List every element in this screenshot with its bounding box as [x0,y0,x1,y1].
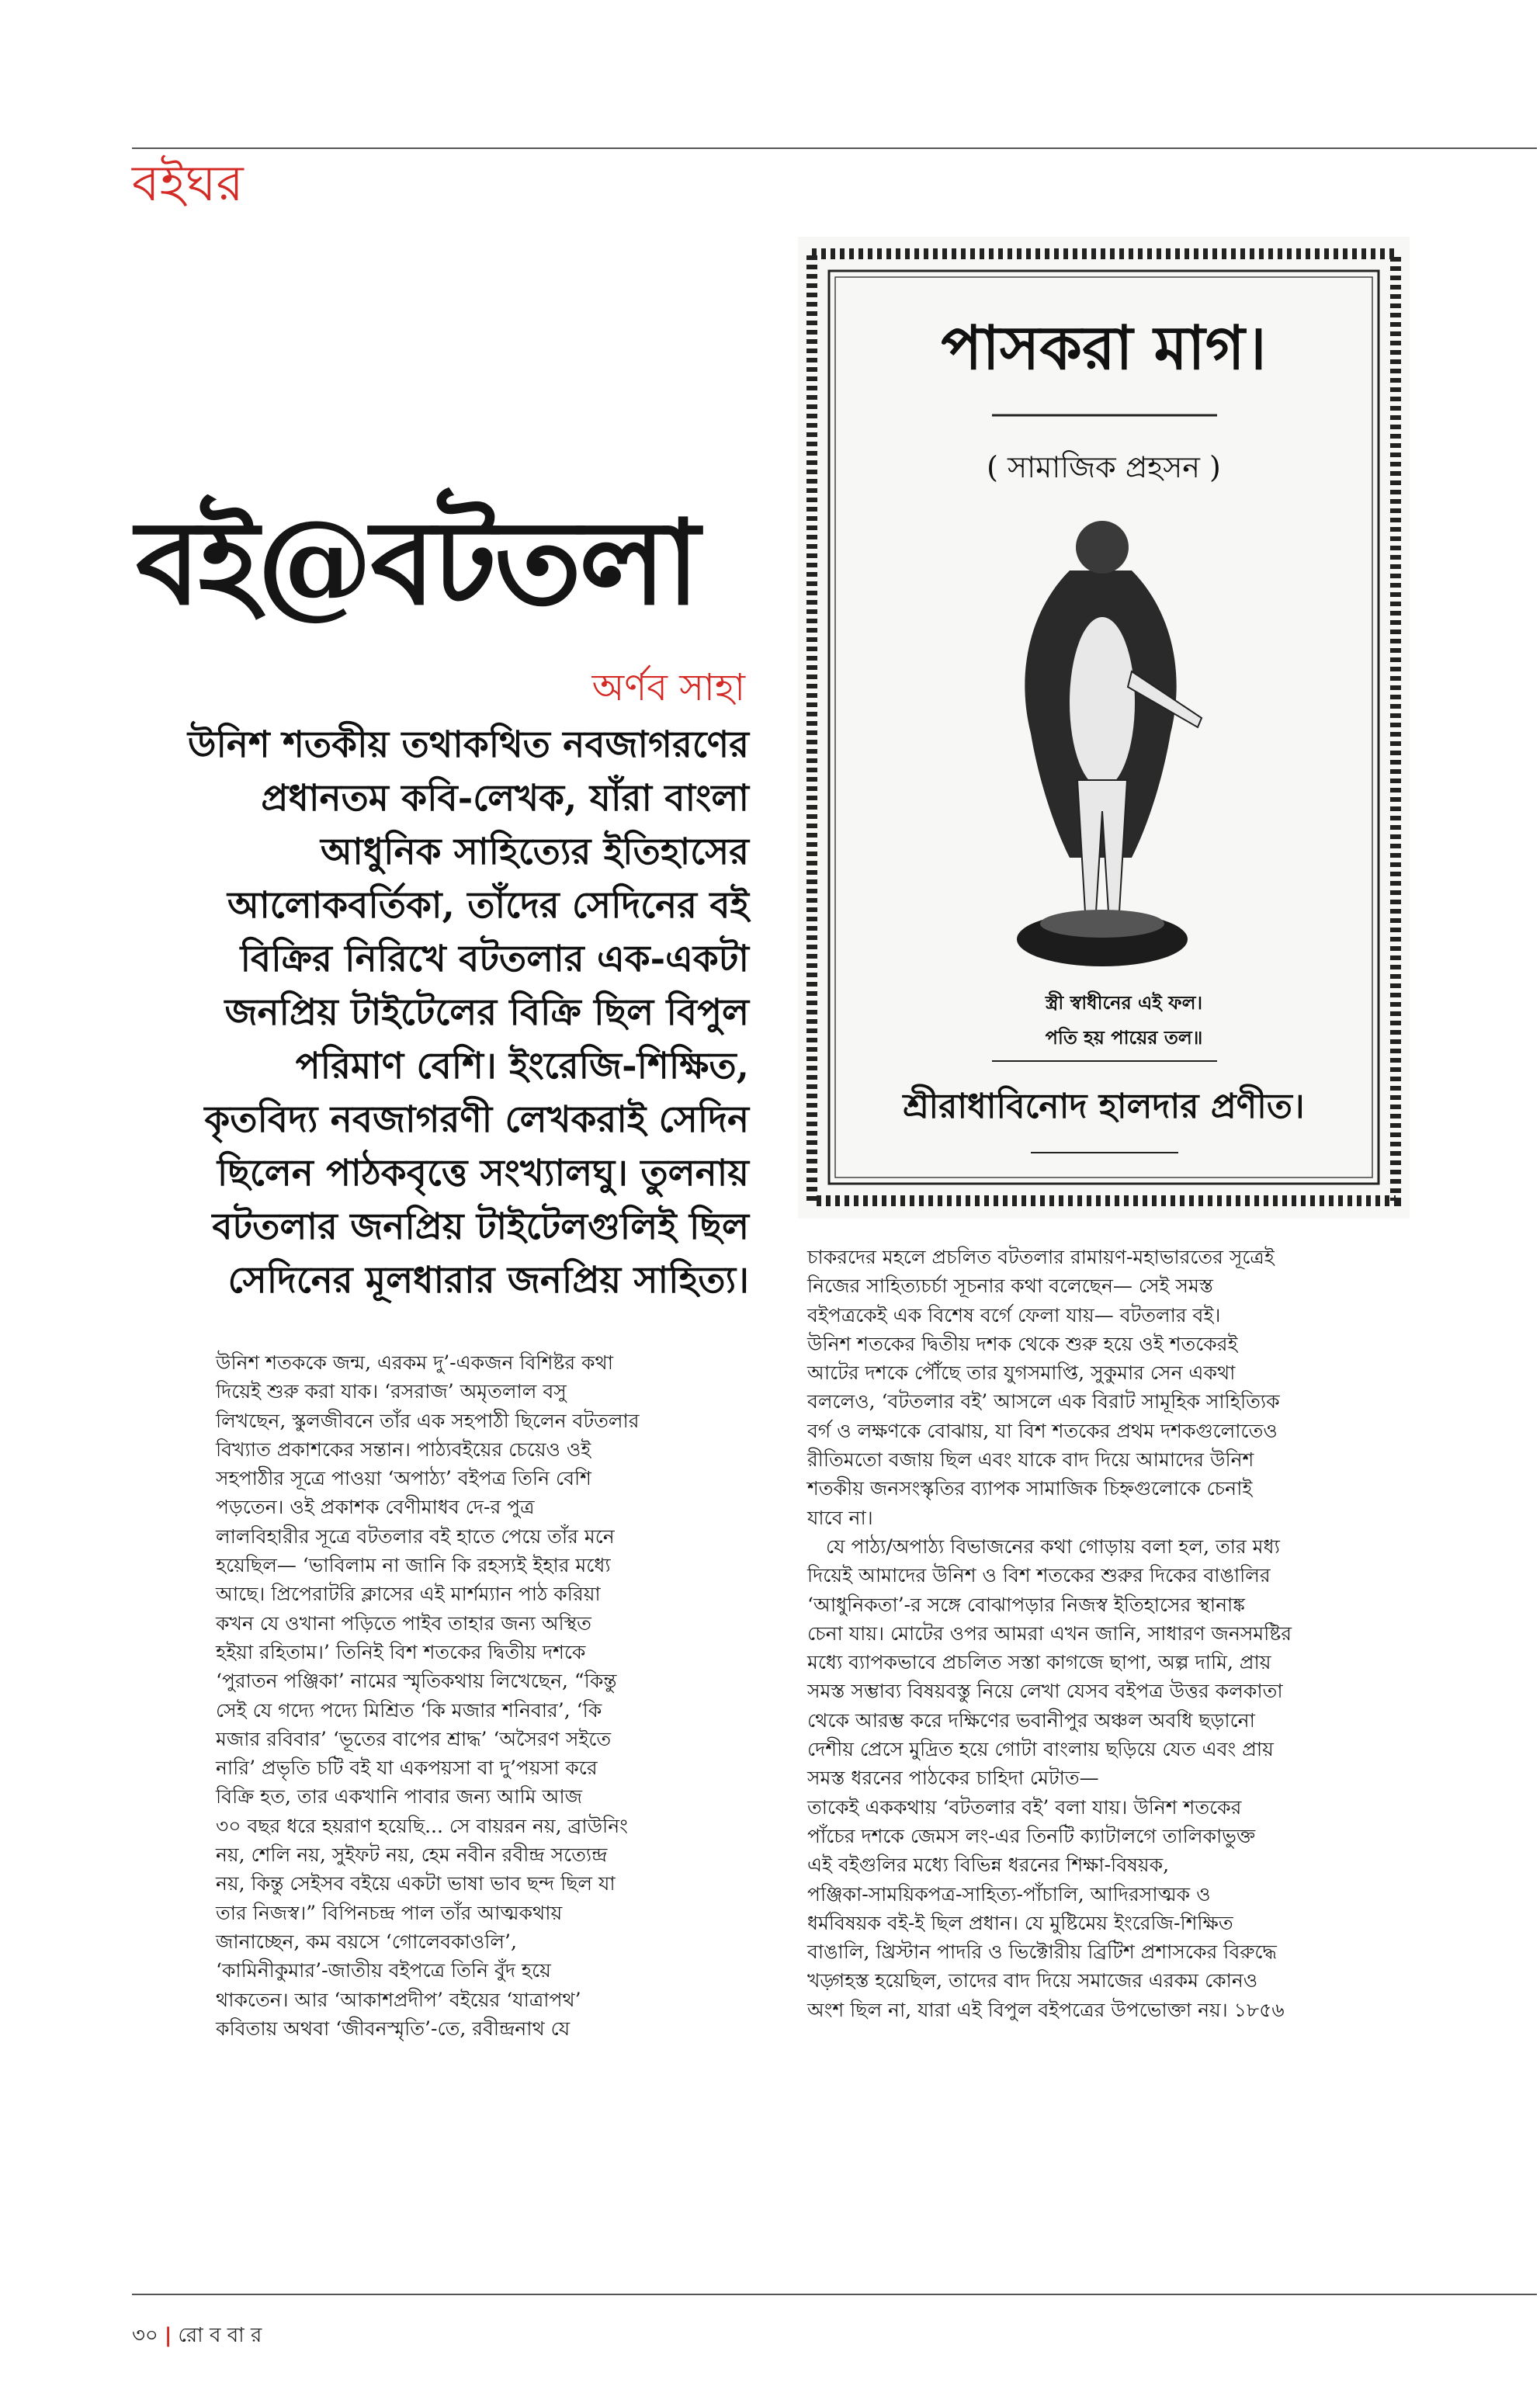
body-line: ‘আধুনিকতা’-র সঙ্গে বোঝাপড়ার নিজস্ব ইতিহাসের স্থানাঙ্ক [807,1593,1245,1616]
body-line: জানাচ্ছেন, কম বয়সে ‘গোলেবকাওলি’, [216,1930,517,1953]
body-line: লালবিহারীর সূত্রে বটতলার বই হাতে পেয়ে তাঁর মনে [216,1524,615,1548]
body-line: নয়, কিন্তু সেইসব বইয়ে একটা ভাষা ভাব ছন্দ ছিল যা [216,1872,616,1895]
top-rule [132,147,1537,149]
article-headline: বই@বটতলা [136,494,698,631]
body-line: যে পাঠ্য/অপাঠ্য বিভাজনের কথা গোড়ায় বলা হল, তার মধ্য [826,1535,1280,1558]
body-line: পাঁচের দশকে জেমস লং-এর তিনটি ক্যাটালগে তালিকাভুক্ত [807,1824,1256,1847]
body-line: ‘কামিনীকুমার’-জাতীয় বইপত্রে তিনি বুঁদ হয়ে [216,1959,551,1982]
body-line: বিক্রি হত, তার একখানি পাবার জন্য আমি আজ [216,1785,582,1809]
body-line: নারি’ প্রভৃতি চটি বই যা একপয়সা বা দু’পয়সা করে [216,1757,598,1780]
body-line: দিয়েই শুরু করা যাক। ‘রসরাজ’ অমৃতলাল বসু [216,1380,567,1403]
intro-line: আধুনিক সাহিত্যের ইতিহাসের [321,831,749,873]
body-line: সমস্ত সম্ভাব্য বিষয়বস্তু নিয়ে লেখা যেসব বইপত্র উত্তর কলকাতা [807,1680,1283,1703]
body-line: ‘পুরাতন পঞ্জিকা’ নামের স্মৃতিকথায় লিখেছেন, “কিন্তু [216,1670,617,1693]
intro-line: বটতলার জনপ্রিয় টাইটেলগুলিই ছিল [212,1205,749,1248]
body-line: শতকীয় জনসংস্কৃতির ব্যাপক সামাজিক চিহ্নগুলোকে চেনাই [807,1477,1253,1500]
book-cover-image [798,237,1410,1219]
body-line: বিখ্যাত প্রকাশকের সন্তান। পাঠ্যবইয়ের চেয়েও ওই [216,1438,591,1461]
intro-line: কৃতবিদ্য নবজাগরণী লেখকরাই সেদিন [204,1098,749,1141]
body-line: খড়্গহস্ত হয়েছিল, তাদের বাদ দিয়ে সমাজের এরকম কোনও [807,1969,1258,1992]
body-line: রীতিমতো বজায় ছিল এবং যাকে বাদ দিয়ে আমাদের উনিশ [807,1448,1254,1472]
body-line: চাকরদের মহলে প্রচলিত বটতলার রামায়ণ-মহাভারতের সূত্রেই [807,1246,1275,1268]
cover-caption-line1: স্ত্রী স্বাধীনের এই ফল। [1045,991,1203,1014]
body-line: মধ্যে ব্যাপকভাবে প্রচলিত সস্তা কাগজে ছাপা, অল্প দামি, প্রায় [807,1651,1271,1674]
body-line: আটের দশকে পৌঁছে তার যুগসমাপ্তি, সুকুমার সেন একথা [807,1361,1236,1385]
bottom-rule [132,2294,1537,2295]
body-line: উনিশ শতকের দ্বিতীয় দশক থেকে শুরু হয়ে ওই শতকেরই [807,1332,1238,1355]
body-line: উনিশ শতককে জন্ম, এরকম দু’-একজন বিশিষ্টর কথা [216,1351,613,1374]
intro-line: ছিলেন পাঠকবৃত্তে সংখ্যালঘু। তুলনায় [217,1152,749,1195]
body-line: তার নিজস্ব।” বিপিনচন্দ্র পাল তাঁর আত্মকথায় [216,1901,563,1924]
body-line: পঞ্জিকা-সাময়িকপত্র-সাহিত্য-পাঁচালি, আদিরসাত্মক ও [807,1882,1211,1906]
body-line: তাকেই এককথায় ‘বটতলার বই’ বলা যায়। উনিশ শতকের [807,1795,1242,1819]
body-line: ৩০ বছর ধরে হয়রাণ হয়েছি... সে বায়রন নয়, ব্রাউনিং [216,1814,628,1837]
article-column-left [216,1348,732,2043]
body-line: বর্গ ও লক্ষণকে বোঝায়, যা বিশ শতকের প্রথম দশকগুলোতেও [807,1419,1278,1442]
intro-line: বিক্রির নিরিখে বটতলার এক-একটা [240,938,749,980]
cover-caption-line2: পতি হয় পায়ের তল॥ [1045,1026,1203,1049]
body-line: সমস্ত ধরনের পাঠকের চাহিদা মেটাত— [807,1767,1099,1790]
section-label: বইঘর [132,155,244,213]
body-line: সহপাঠীর সূত্রে পাওয়া ‘অপাঠ্য’ বইপত্র তিনি বেশি [216,1467,591,1490]
body-line: এই বইগুলির মধ্যে বিভিন্ন ধরনের শিক্ষা-বিষয়ক, [807,1854,1170,1877]
body-line: নিজের সাহিত্যচর্চা সূচনার কথা বলেছেন— সেই সমস্ত [807,1275,1213,1298]
body-line: হয়েছিল— ‘ভাবিলাম না জানি কি রহস্যই ইহার মধ্যে [216,1554,611,1577]
body-line: দিয়েই আমাদের উনিশ ও বিশ শতকের শুরুর দিকের বাঙালির [807,1564,1271,1587]
body-line: মজার রবিবার’ ‘ভূতের বাপের শ্রাদ্ধ’ ‘অসৈরণ সইতে [216,1727,612,1750]
article-author: অর্ণব সাহা [591,666,745,709]
body-line: কবিতায় অথবা ‘জীবনস্মৃতি’-তে, রবীন্দ্রনাথ যে [216,2017,571,2040]
intro-line: আলোকবর্তিকা, তাঁদের সেদিনের বই [227,884,749,927]
body-line: হইয়া রহিতাম।’ তিনিই বিশ শতকের দ্বিতীয় দশকে [216,1640,586,1663]
body-line: চেনা যায়। মোটের ওপর আমরা এখন জানি, সাধারণ জনসমষ্টির [807,1621,1292,1645]
intro-line: প্রধানতম কবি-লেখক, যাঁরা বাংলা [261,777,749,820]
body-line: বললেও, ‘বটতলার বই’ আসলে এক বিরাট সামূহিক সাহিত্যিক [807,1390,1280,1413]
cover-author-line: শ্রীরাধাবিনোদ হালদার প্রণীত। [903,1087,1305,1126]
page-number: ৩০ [132,2324,158,2347]
magazine-name: রো ব বা র [178,2324,262,2347]
body-line: ধর্মবিষয়ক বই-ই ছিল প্রধান। যে মুষ্টিমেয় ইংরেজি-শিক্ষিত [807,1911,1233,1934]
intro-line: সেদিনের মূলধারার জনপ্রিয় সাহিত্য। [227,1259,749,1302]
intro-line: পরিমাণ বেশি। ইংরেজি-শিক্ষিত, [295,1045,749,1087]
body-line: যাবে না। [807,1506,873,1529]
cover-subtitle: ( সামাজিক প্রহসন ) [987,450,1221,484]
body-line: আছে। প্রিপেরাটরি ক্লাসের এই মার্শম্যান পাঠ করিয়া [216,1583,601,1606]
body-line: নয়, শেলি নয়, সুইফট নয়, হেম নবীন রবীন্দ্র সত্যেন্দ্র [216,1843,608,1867]
body-line: অংশ ছিল না, যারা এই বিপুল বইপত্রের উপভোক্তা নয়। ১৮৫৬ [807,1998,1285,2021]
article-intro [159,718,749,1307]
intro-line: উনিশ শতকীয় তথাকথিত নবজাগরণের [187,723,749,766]
page-footer [132,2319,262,2353]
body-line: বাঙালি, খ্রিস্টান পাদরি ও ভিক্টোরীয় ব্রিটিশ প্রশাসকের বিরুদ্ধে [807,1940,1277,1964]
cover-title: পাসকরা মাগ। [941,313,1267,383]
body-line: দেশীয় প্রেসে মুদ্রিত হয়ে গোটা বাংলায় ছড়িয়ে যেত এবং প্রায় [807,1738,1274,1761]
article-column-right [807,1243,1397,2024]
body-line: থেকে আরম্ভ করে দক্ষিণের ভবানীপুর অঞ্চল অবধি ছড়ানো [807,1708,1255,1732]
body-line: লিখছেন, স্কুলজীবনে তাঁর এক সহপাঠী ছিলেন বটতলার [216,1409,640,1432]
body-line: কখন যে ওখানা পড়িতে পাইব তাহার জন্য অস্থিত [216,1611,591,1635]
body-line: বইপত্রকেই এক বিশেষ বর্গে ফেলা যায়— বটতলার বই। [807,1303,1221,1327]
body-line: পড়তেন। ওই প্রকাশক বেণীমাধব দে-র পুত্র [216,1496,535,1519]
intro-line: জনপ্রিয় টাইটেলের বিক্রি ছিল বিপুল [224,991,749,1034]
body-line: সেই যে গদ্যে পদ্যে মিশ্রিত ‘কি মজার শনিবার’, ‘কি [216,1698,602,1722]
footer-separator: | [164,2324,172,2347]
body-line: থাকতেন। আর ‘আকাশপ্রদীপ’ বইয়ের ‘যাত্রাপথ’ [216,1988,581,2011]
